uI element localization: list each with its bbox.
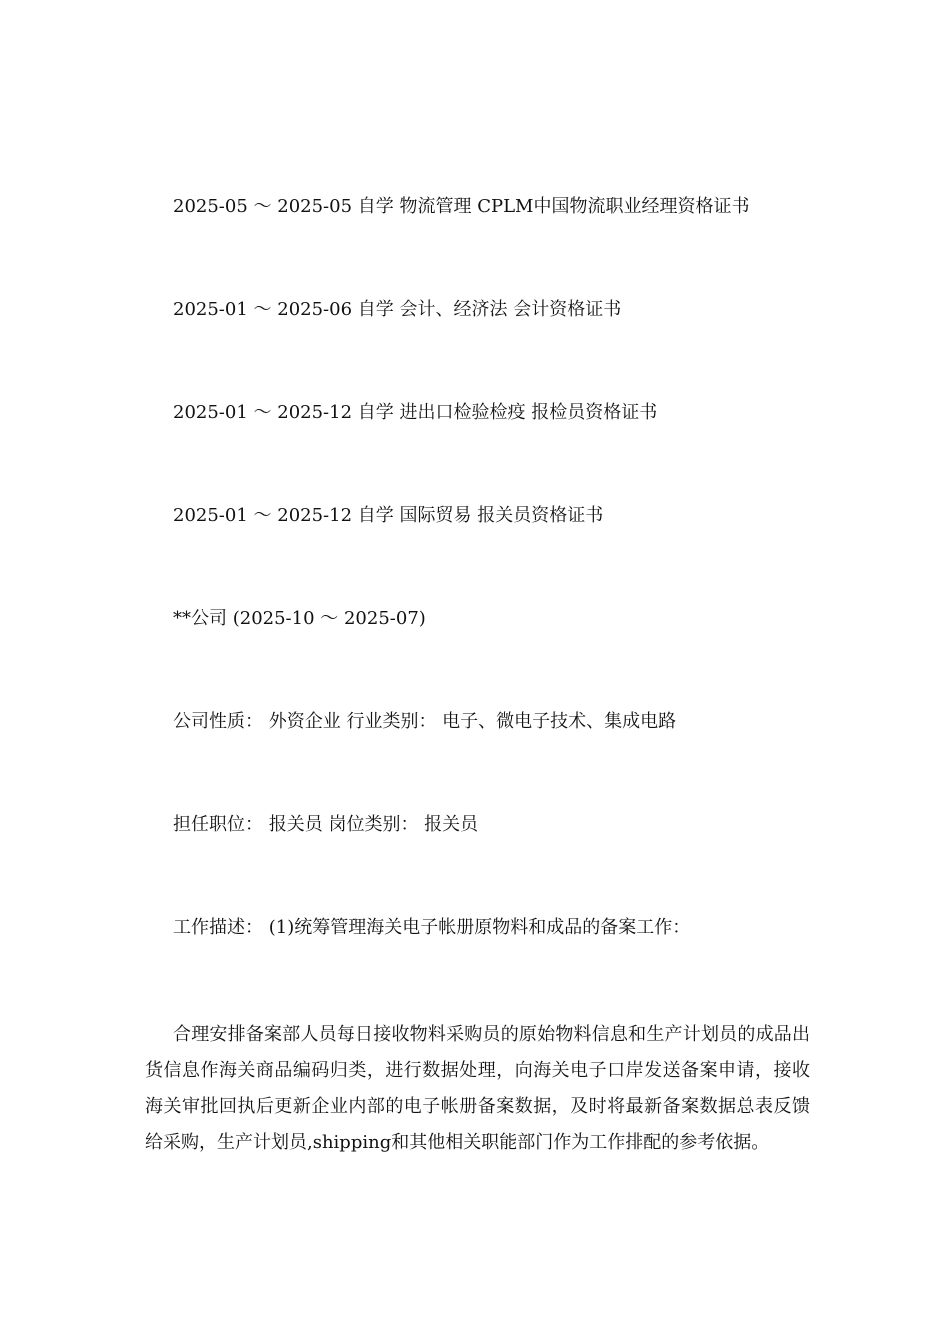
training-entry-inspection: 2025-01 ～ 2025-12 自学 进出口检验检疫 报检员资格证书 bbox=[173, 402, 658, 423]
training-entry-logistics: 2025-05 ～ 2025-05 自学 物流管理 CPLM中国物流职业经理资格证书 bbox=[173, 196, 750, 217]
company-heading: **公司 (2025-10 ～ 2025-07) bbox=[173, 608, 426, 629]
training-entry-accounting: 2025-01 ～ 2025-06 自学 会计、经济法 会计资格证书 bbox=[173, 299, 622, 320]
position-info: 担任职位： 报关员 岗位类别： 报关员 bbox=[173, 814, 479, 835]
training-entry-trade: 2025-01 ～ 2025-12 自学 国际贸易 报关员资格证书 bbox=[173, 505, 604, 526]
company-nature: 公司性质： 外资企业 行业类别： 电子、微电子技术、集成电路 bbox=[173, 711, 677, 732]
job-description-heading: 工作描述： (1)统筹管理海关电子帐册原物料和成品的备案工作： bbox=[173, 917, 691, 938]
job-description-paragraph: 合理安排备案部人员每日接收物料采购员的原始物料信息和生产计划员的成品出货信息作海关商品编码归类，进行数据处理，向海关电子口岸发送备案申请，接收海关审批回执后更新企业内部的电子帐册备案数据，及时将最新备案数据总表反馈给采购，生产计划员,shipping和其他相关职能部门作为工作排配的参考依据。 bbox=[145, 1024, 810, 1153]
